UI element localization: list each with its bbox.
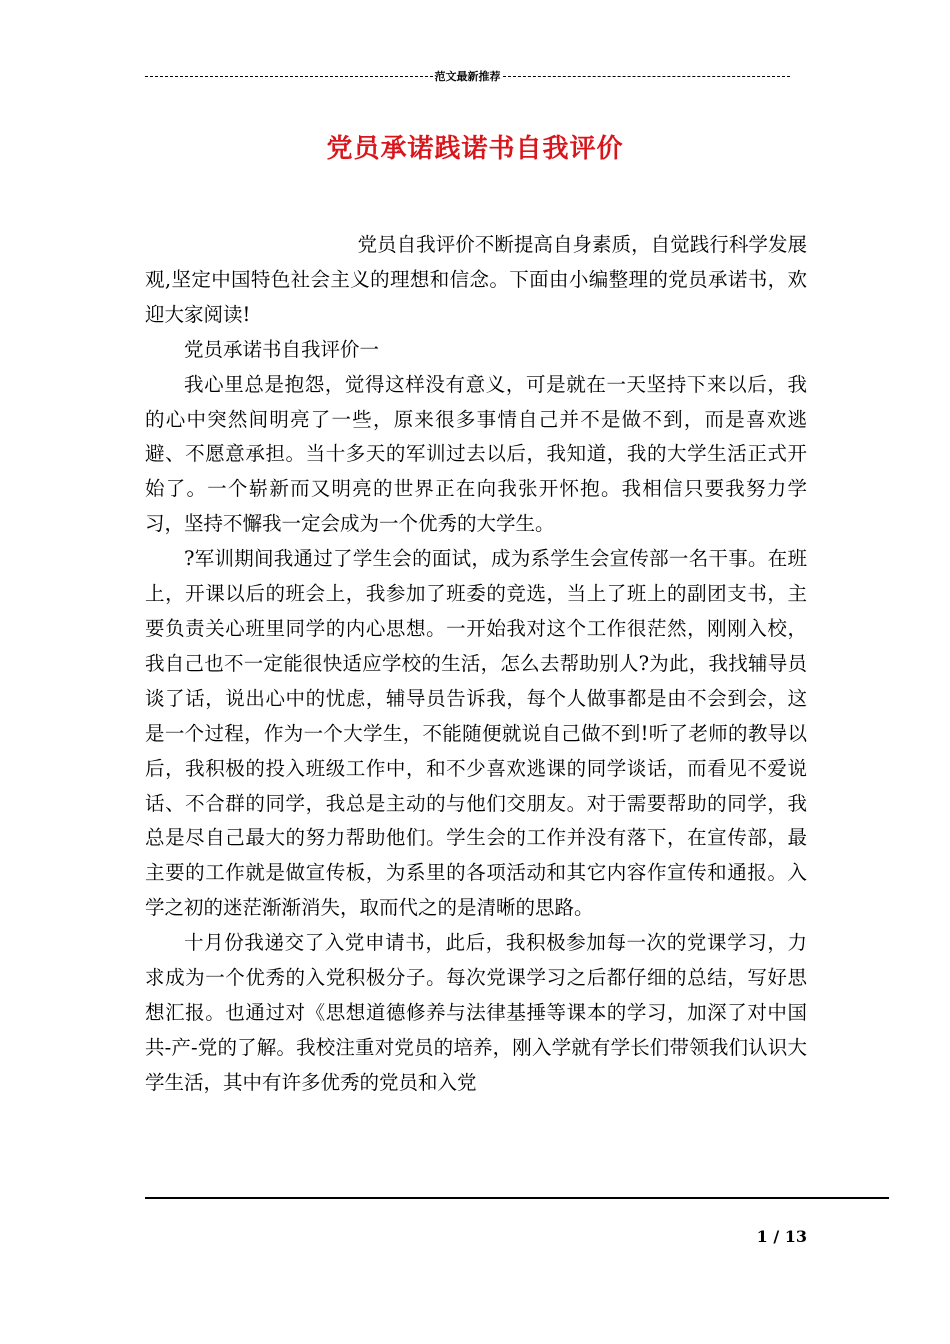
body-paragraph: ?军训期间我通过了学生会的面试，成为系学生会宣传部一名干事。在班上，开课以后的班会上，我参加了班委的竞选，当上了班上的副团支书，主要负责关心班里同学的内心思想。一开始我对这个工作很茫然，刚刚入校，我自己也不一定能很快适应学校的生活，怎么去帮助别人?为此，我找辅导员谈了话，说出心中的忧虑，辅导员告诉我，每个人做事都是由不会到会，这是一个过程，作为一个大学生，不能随便就说自己做不到!听了老师的教导以后，我积极的投入班级工作中，和不少喜欢逃课的同学谈话，而看见不爱说话、不合群的同学，我总是主动的与他们交朋友。对于需要帮助的同学，我总是尽自己最大的努力帮助他们。学生会的工作并没有落下，在宣传部，最主要的工作就是做宣传板，为系里的各项活动和其它内容作宣传和通报。入学之初的迷茫渐渐消失，取而代之的是清晰的思路。	[145, 547, 807, 920]
header-dash-left	[145, 76, 433, 77]
footer-rule	[145, 1197, 889, 1199]
body-paragraph: 我心里总是抱怨，觉得这样没有意义，可是就在一天坚持下来以后，我的心中突然间明亮了一些，原来很多事情自己并不是做不到，而是喜欢逃避、不愿意承担。当十多天的军训过去以后，我知道，我的大学生活正式开始了。一个崭新而又明亮的世界正在向我张开怀抱。我相信只要我努力学习，坚持不懈我一定会成为一个优秀的大学生。	[145, 372, 807, 536]
header-label: 范文最新推荐	[434, 70, 501, 83]
section-heading: 党员承诺书自我评价一	[184, 337, 380, 361]
document-body	[145, 228, 807, 1101]
page-number: 1 / 13	[756, 1227, 807, 1246]
intro-paragraph: 党员自我评价不断提高自身素质，自觉践行科学发展观,坚定中国特色社会主义的理想和信念。下面由小编整理的党员承诺书，欢迎大家阅读!	[145, 233, 807, 326]
document-title: 党员承诺践诺书自我评价	[326, 134, 624, 164]
page-header	[145, 68, 790, 84]
header-dash-right	[503, 76, 791, 77]
body-paragraph: 十月份我递交了入党申请书，此后，我积极参加每一次的党课学习，力求成为一个优秀的入党积极分子。每次党课学习之后都仔细的总结，写好思想汇报。也通过对《思想道德修养与法律基捶等课本的学习，加深了对中国共-产-党的了解。我校注重对党员的培养，刚入学就有学长们带领我们认识大学生活，其中有许多优秀的党员和入党	[145, 931, 807, 1094]
